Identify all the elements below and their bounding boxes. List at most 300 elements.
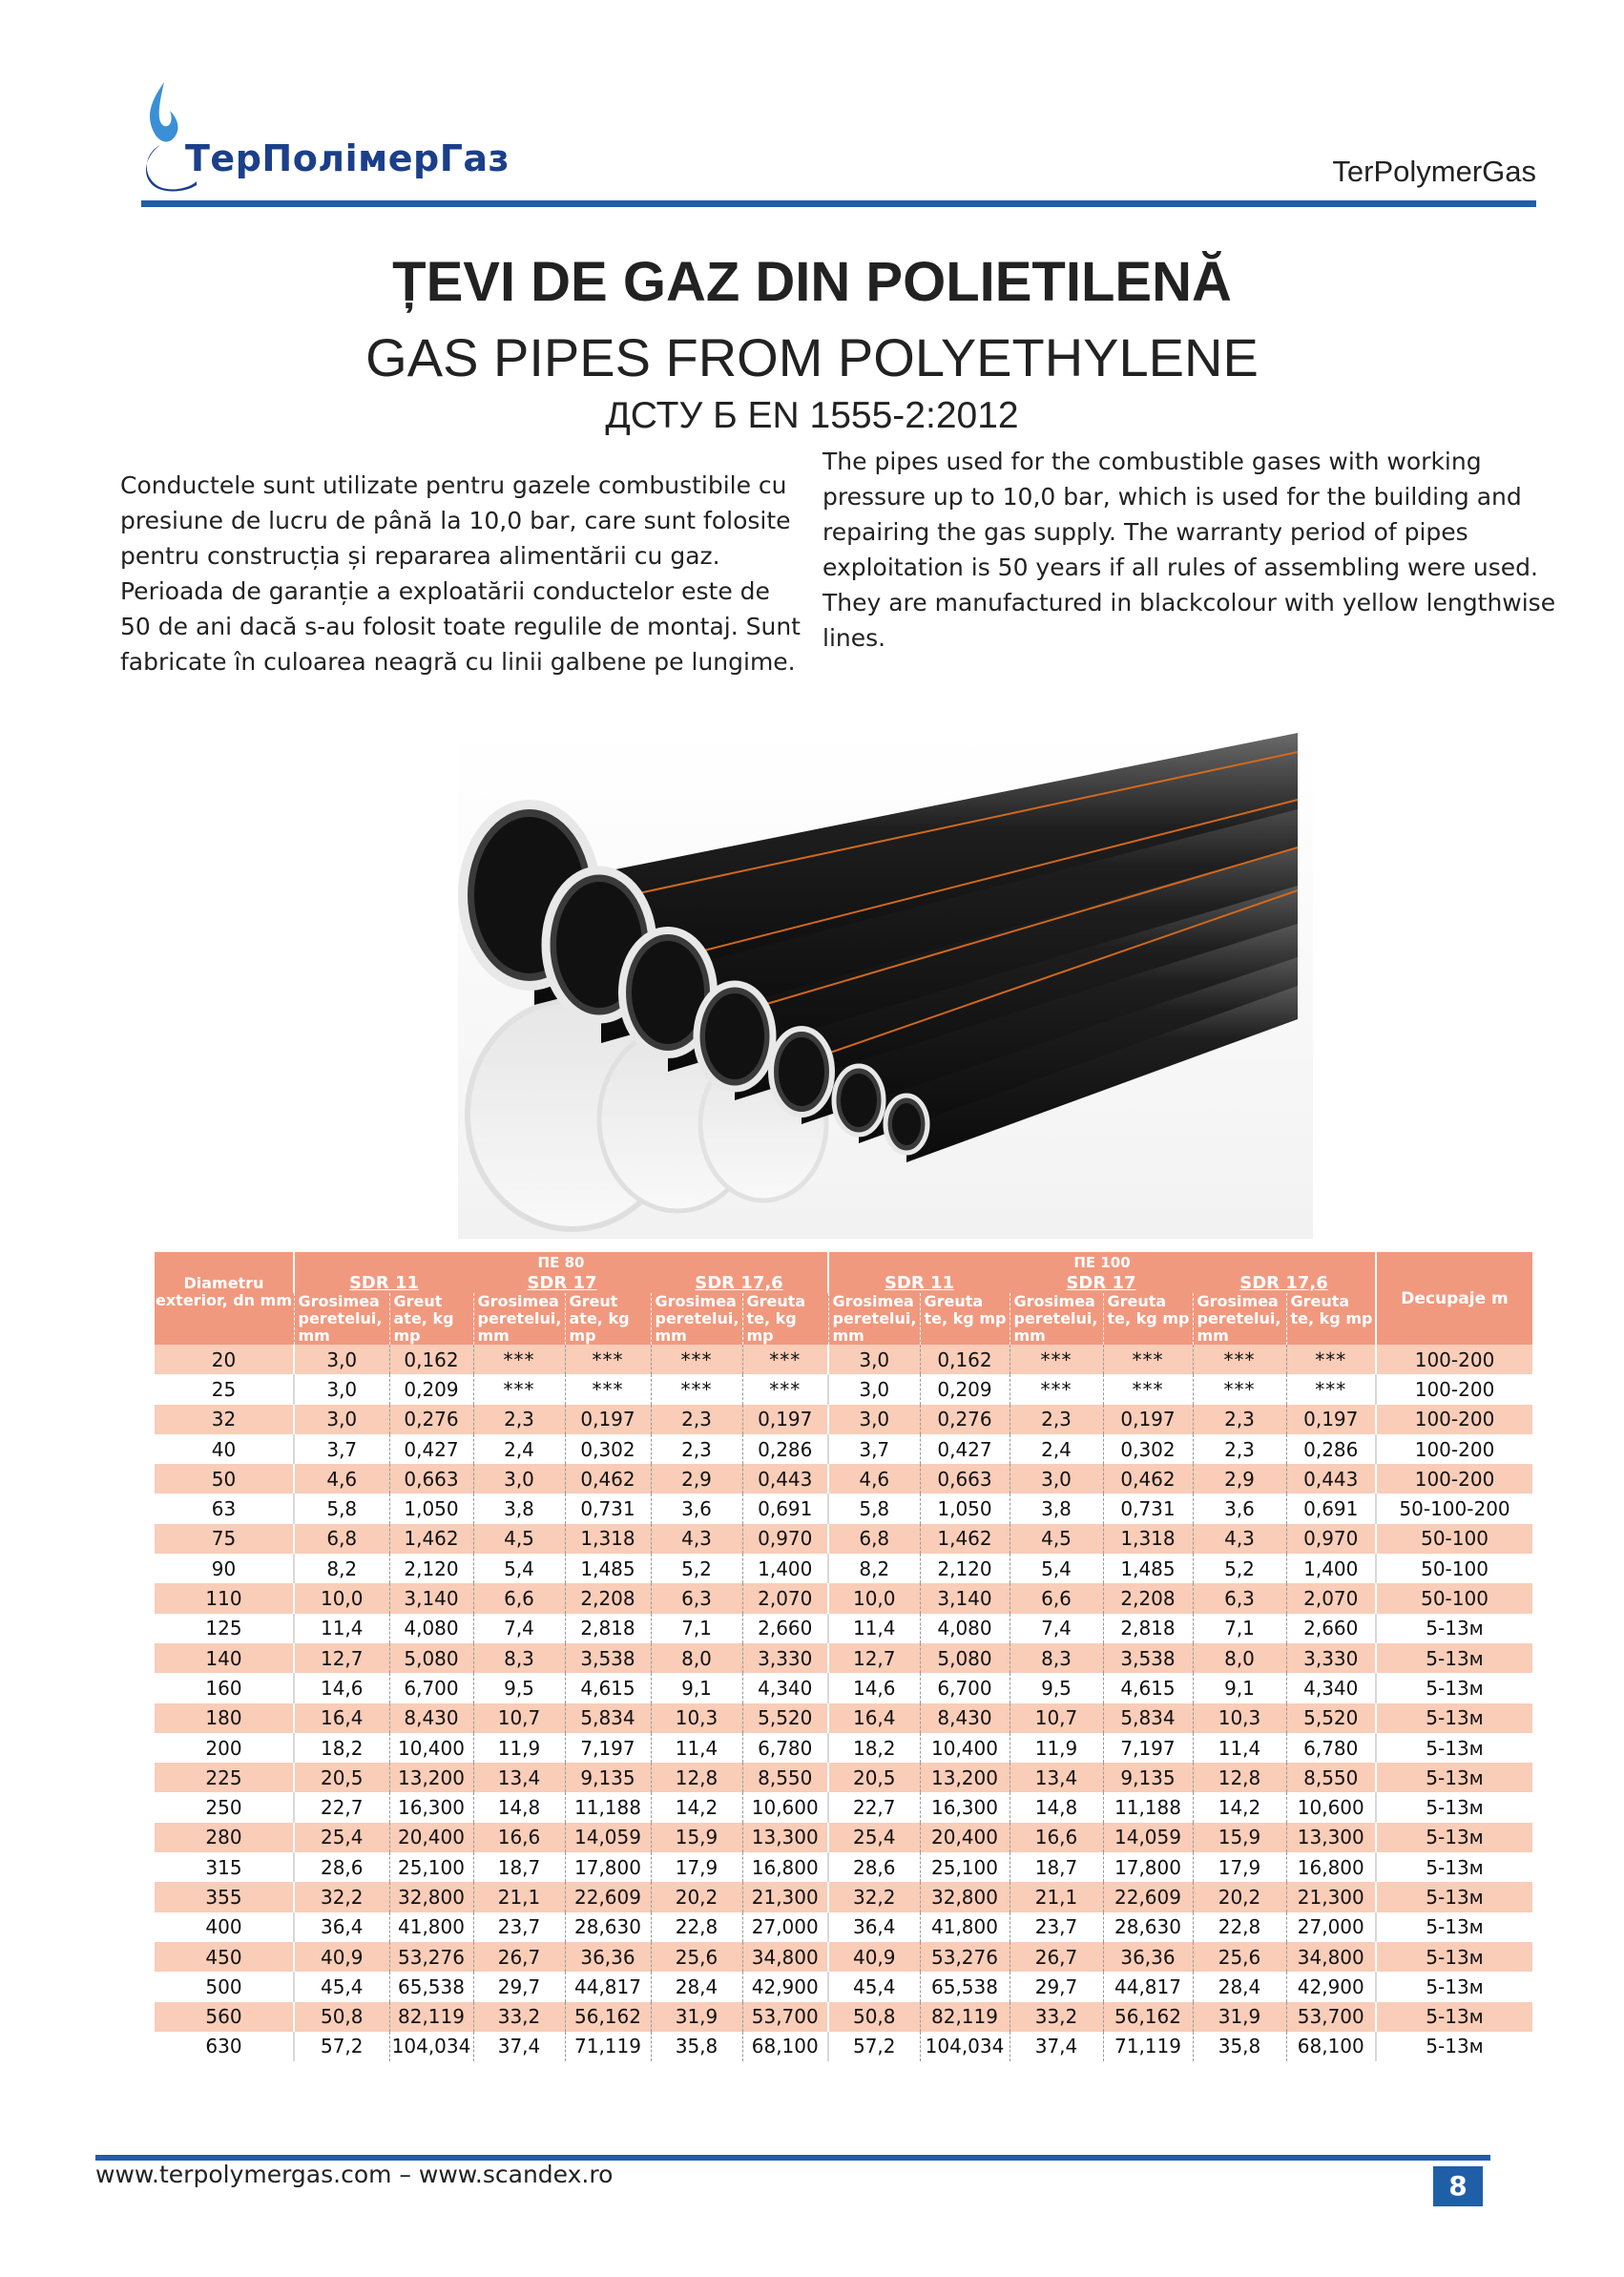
table-cell: 0,276 [920,1405,1010,1434]
table-cell: 44,817 [565,1972,651,2001]
table-cell: 1,318 [565,1524,651,1554]
table-cell: 2,818 [1103,1614,1193,1643]
table-cell: 37,4 [1010,2032,1103,2061]
table-cell: 0,162 [920,1345,1010,1374]
table-cell: 16,300 [920,1792,1010,1822]
table-cell: 2,9 [651,1464,742,1494]
table-cell: 40,9 [294,1942,389,1972]
table-cell: 0,276 [389,1405,473,1434]
table-cell: 71,119 [1103,2032,1193,2061]
table-cell: 22,7 [294,1792,389,1822]
table-cell: 8,430 [389,1703,473,1733]
table-cell: 28,4 [651,1972,742,2001]
table-cell: 3,330 [1286,1643,1376,1673]
diameter-header: Diametru exterior, dn mm [155,1252,294,1345]
table-cell: 1,485 [1103,1554,1193,1583]
description-romanian: Conductele sunt utilizate pentru gazele combustibile cu presiune de lucru de până la 10,0 bar, care sunt folosite pentru construcția și repararea alimentării cu gaz. Perioada de garanție a exploatării conductelor este de 50 de ani dacă s-au folosit toate regulile de montaj. Sunt fabricate în culoarea neagră cu linii galbene pe lungime. [120,471,801,676]
table-cell: 13,4 [473,1763,565,1792]
table-cell: 14,8 [1010,1792,1103,1822]
table-cell: 36,4 [294,1912,389,1942]
table-cell: 42,900 [1286,1972,1376,2001]
table-cell: 25,100 [920,1852,1010,1882]
table-row [155,1554,1532,1583]
sub-header: Grosimea peretelui, mm [294,1293,389,1345]
table-cell: 6,3 [1193,1583,1286,1613]
cutting-length-cell: 50-100 [1376,1524,1532,1554]
table-group-header-row [155,1252,1532,1273]
table-cell: 5,4 [473,1554,565,1583]
diameter-cell: 630 [155,2032,294,2061]
table-row [155,1912,1532,1942]
table-cell: 27,000 [1286,1912,1376,1942]
cutting-length-cell: 5-13м [1376,1763,1532,1792]
standard-code: ДСТУ Б EN 1555-2:2012 [605,395,1019,436]
diameter-cell: 250 [155,1792,294,1822]
cutting-length-cell: 100-200 [1376,1345,1532,1374]
table-cell: 0,731 [565,1494,651,1523]
table-cell: 6,780 [742,1733,828,1763]
table-cell: 8,550 [1286,1763,1376,1792]
table-cell: 32,800 [920,1882,1010,1911]
table-cell: 1,318 [1103,1524,1193,1554]
table-cell: 25,4 [828,1823,920,1852]
table-cell: 0,427 [920,1434,1010,1464]
table-cell: *** [565,1345,651,1374]
table-cell: *** [1286,1345,1376,1374]
table-cell: 32,2 [294,1882,389,1911]
table-cell: 10,3 [1193,1703,1286,1733]
diameter-cell: 63 [155,1494,294,1523]
table-cell: 53,276 [920,1942,1010,1972]
table-cell: 3,538 [1103,1643,1193,1673]
table-row [155,1792,1532,1822]
table-cell: 8,3 [473,1643,565,1673]
table-cell: 18,2 [294,1733,389,1763]
sdr-header: SDR 11 [294,1273,473,1293]
table-cell: 2,3 [651,1405,742,1434]
table-cell: 17,800 [1103,1852,1193,1882]
table-cell: 33,2 [1010,2002,1103,2032]
table-cell: 16,800 [742,1852,828,1882]
cutting-length-cell: 100-200 [1376,1464,1532,1494]
table-cell: 10,400 [920,1733,1010,1763]
cutting-length-cell: 5-13м [1376,1733,1532,1763]
table-cell: 5,834 [1103,1703,1193,1733]
table-cell: 32,800 [389,1882,473,1911]
table-row [155,1464,1532,1494]
table-cell: 2,4 [1010,1434,1103,1464]
table-cell: 5,080 [389,1643,473,1673]
table-cell: 11,188 [565,1792,651,1822]
table-cell: 4,5 [1010,1524,1103,1554]
table-row [155,1942,1532,1972]
table-cell: 41,800 [920,1912,1010,1942]
table-cell: 13,200 [389,1763,473,1792]
table-cell: 6,8 [828,1524,920,1554]
table-row [155,1524,1532,1554]
table-cell: 57,2 [294,2032,389,2061]
table-cell: 37,4 [473,2032,565,2061]
table-cell: 2,3 [1193,1434,1286,1464]
diameter-cell: 25 [155,1374,294,1404]
diameter-cell: 200 [155,1733,294,1763]
table-row [155,1733,1532,1763]
table-cell: 0,462 [1103,1464,1193,1494]
page-number: 8 [1433,2166,1483,2206]
table-cell: 3,538 [565,1643,651,1673]
table-cell: 18,7 [1010,1852,1103,1882]
table-cell: 29,7 [1010,1972,1103,2001]
table-cell: 25,6 [1193,1942,1286,1972]
table-cell: 8,2 [828,1554,920,1583]
table-cell: 21,1 [473,1882,565,1911]
table-cell: 0,302 [1103,1434,1193,1464]
table-cell: 28,630 [1103,1912,1193,1942]
brand-name: TerPolymerGas [1332,155,1536,188]
table-cell: 7,1 [651,1614,742,1643]
table-cell: 0,427 [389,1434,473,1464]
table-cell: 4,340 [742,1673,828,1703]
cutting-length-cell: 50-100 [1376,1583,1532,1613]
table-cell: 2,4 [473,1434,565,1464]
table-cell: 0,970 [742,1524,828,1554]
table-cell: 34,800 [1286,1942,1376,1972]
table-cell: 0,197 [1103,1405,1193,1434]
table-cell: 2,818 [565,1614,651,1643]
sub-header: Greuta te, kg mp [920,1293,1010,1345]
table-cell: *** [742,1345,828,1374]
table-cell: 10,600 [742,1792,828,1822]
table-cell: 8,0 [651,1643,742,1673]
table-cell: 36,36 [1103,1942,1193,1972]
table-row [155,1434,1532,1464]
table-cell: 4,6 [828,1464,920,1494]
table-row [155,1583,1532,1613]
diameter-cell: 560 [155,2002,294,2032]
table-cell: 5,520 [742,1703,828,1733]
table-cell: 4,080 [920,1614,1010,1643]
table-row [155,1972,1532,2001]
table-cell: 10,600 [1286,1792,1376,1822]
table-cell: 2,070 [1286,1583,1376,1613]
cutting-length-cell: 5-13м [1376,1643,1532,1673]
table-cell: 9,1 [651,1673,742,1703]
table-cell: *** [651,1345,742,1374]
table-cell: 13,300 [1286,1823,1376,1852]
sub-header: Grosimea peretelui, mm [1193,1293,1286,1345]
table-sdr-header-row [155,1273,1532,1293]
table-row [155,1673,1532,1703]
table-cell: 0,286 [742,1434,828,1464]
table-cell: 20,400 [389,1823,473,1852]
table-cell: 28,4 [1193,1972,1286,2001]
table-cell: 0,197 [565,1405,651,1434]
table-cell: 53,700 [742,2002,828,2032]
table-cell: 1,462 [389,1524,473,1554]
cutting-length-cell: 5-13м [1376,1673,1532,1703]
table-cell: 82,119 [389,2002,473,2032]
table-cell: 35,8 [1193,2032,1286,2061]
table-cell: 14,059 [1103,1823,1193,1852]
table-cell: 2,208 [1103,1583,1193,1613]
table-cell: 22,8 [1193,1912,1286,1942]
table-cell: 23,7 [1010,1912,1103,1942]
table-cell: 3,7 [828,1434,920,1464]
table-cell: 11,188 [1103,1792,1193,1822]
table-cell: 3,0 [294,1374,389,1404]
table-cell: 3,0 [294,1405,389,1434]
table-cell: 2,120 [920,1554,1010,1583]
diameter-cell: 355 [155,1882,294,1911]
table-cell: 10,0 [828,1583,920,1613]
table-cell: 6,700 [920,1673,1010,1703]
table-cell: 11,4 [651,1733,742,1763]
table-sub-header-row [155,1293,1532,1345]
description-english: The pipes used for the combustible gases with working pressure up to 10,0 bar, which is used for the building and repairing the gas supply. The warranty period of pipes exploitation is 50 years if all rules of assembling were used. They are manufactured in blackcolour with yellow lengthwise lines. [822,448,1556,652]
table-cell: 68,100 [1286,2032,1376,2061]
table-row [155,1494,1532,1523]
cutting-length-cell: 5-13м [1376,2032,1532,2061]
table-cell: 23,7 [473,1912,565,1942]
table-cell: 9,5 [473,1673,565,1703]
table-cell: 42,900 [742,1972,828,2001]
table-row [155,1374,1532,1404]
table-cell: 56,162 [1103,2002,1193,2032]
table-cell: 3,7 [294,1434,389,1464]
diameter-cell: 315 [155,1852,294,1882]
diameter-cell: 400 [155,1912,294,1942]
table-cell: *** [1193,1345,1286,1374]
table-cell: 8,0 [1193,1643,1286,1673]
table-cell: 14,8 [473,1792,565,1822]
table-cell: 8,3 [1010,1643,1103,1673]
cutting-length-cell: 5-13м [1376,1852,1532,1882]
group-header-pe80: ПЕ 80 [294,1252,828,1273]
cutting-length-cell: 5-13м [1376,1614,1532,1643]
table-cell: 0,197 [742,1405,828,1434]
table-cell: *** [1193,1374,1286,1404]
table-cell: 4,5 [473,1524,565,1554]
table-cell: 0,663 [920,1464,1010,1494]
cutting-length-cell: 5-13м [1376,1823,1532,1852]
sdr-header: SDR 17,6 [651,1273,828,1293]
sdr-header: SDR 17 [473,1273,651,1293]
table-cell: 5,080 [920,1643,1010,1673]
company-logo [141,78,552,193]
table-cell: 3,140 [920,1583,1010,1613]
table-cell: 12,7 [294,1643,389,1673]
table-cell: 14,2 [1193,1792,1286,1822]
table-cell: 0,691 [742,1494,828,1523]
table-cell: 26,7 [473,1942,565,1972]
logo-wordmark: ТерПолімерГаз [185,137,510,179]
table-cell: 20,2 [1193,1882,1286,1911]
table-cell: 18,2 [828,1733,920,1763]
table-cell: 2,3 [473,1405,565,1434]
table-cell: 2,070 [742,1583,828,1613]
diameter-cell: 180 [155,1703,294,1733]
table-cell: 28,630 [565,1912,651,1942]
table-cell: 1,050 [389,1494,473,1523]
table-row [155,1703,1532,1733]
table-cell: 21,300 [1286,1882,1376,1911]
table-row [155,2032,1532,2061]
diameter-cell: 225 [155,1763,294,1792]
table-row [155,1643,1532,1673]
table-cell: 7,197 [565,1733,651,1763]
sub-header: Greuta te, kg mp [1103,1293,1193,1345]
table-cell: 6,8 [294,1524,389,1554]
table-cell: 50,8 [294,2002,389,2032]
table-cell: *** [1010,1374,1103,1404]
table-cell: 3,330 [742,1643,828,1673]
table-cell: 0,197 [1286,1405,1376,1434]
table-cell: 5,8 [294,1494,389,1523]
sub-header: Greuta te, kg mp [742,1293,828,1345]
table-cell: 2,208 [565,1583,651,1613]
table-cell: 9,135 [565,1763,651,1792]
table-cell: 3,0 [294,1345,389,1374]
table-cell: 1,400 [742,1554,828,1583]
table-cell: 0,162 [389,1345,473,1374]
table-cell: 16,4 [828,1703,920,1733]
table-cell: 28,6 [828,1852,920,1882]
table-cell: 16,4 [294,1703,389,1733]
table-cell: 68,100 [742,2032,828,2061]
table-cell: 44,817 [1103,1972,1193,2001]
pipe-spec-table [155,1252,1532,2061]
cutting-length-cell: 5-13м [1376,1792,1532,1822]
table-cell: 5,8 [828,1494,920,1523]
table-cell: 7,197 [1103,1733,1193,1763]
table-cell: 20,5 [828,1763,920,1792]
cutting-length-cell: 5-13м [1376,1703,1532,1733]
sub-header: Greut ate, kg mp [565,1293,651,1345]
table-cell: 21,300 [742,1882,828,1911]
table-cell: 2,3 [1010,1405,1103,1434]
table-cell: 12,7 [828,1643,920,1673]
pipes-photo [458,733,1313,1239]
table-cell: 3,0 [828,1405,920,1434]
table-cell: 65,538 [920,1972,1010,2001]
table-cell: 82,119 [920,2002,1010,2032]
table-cell: 22,609 [1103,1882,1193,1911]
table-cell: 65,538 [389,1972,473,2001]
table-cell: 4,6 [294,1464,389,1494]
table-cell: 3,8 [473,1494,565,1523]
table-body [155,1345,1532,2061]
table-cell: 0,209 [920,1374,1010,1404]
table-cell: 22,609 [565,1882,651,1911]
table-cell: 16,6 [1010,1823,1103,1852]
diameter-cell: 90 [155,1554,294,1583]
table-cell: 18,7 [473,1852,565,1882]
table-cell: 0,286 [1286,1434,1376,1464]
sdr-header: SDR 17,6 [1193,1273,1376,1293]
table-cell: 17,800 [565,1852,651,1882]
table-cell: 5,2 [651,1554,742,1583]
table-cell: 1,050 [920,1494,1010,1523]
table-cell: 53,276 [389,1942,473,1972]
diameter-cell: 20 [155,1345,294,1374]
table-cell: *** [1010,1345,1103,1374]
table-cell: 4,3 [1193,1524,1286,1554]
table-cell: 1,400 [1286,1554,1376,1583]
table-cell: 2,660 [1286,1614,1376,1643]
cutting-length-cell: 50-100-200 [1376,1494,1532,1523]
table-cell: 14,2 [651,1792,742,1822]
diameter-cell: 500 [155,1972,294,2001]
table-cell: 71,119 [565,2032,651,2061]
table-cell: 6,700 [389,1673,473,1703]
table-row [155,2002,1532,2032]
table-cell: 21,1 [1010,1882,1103,1911]
table-cell: 3,0 [828,1374,920,1404]
cutting-length-cell: 5-13м [1376,1972,1532,2001]
sub-header: Greut ate, kg mp [389,1293,473,1345]
diameter-cell: 40 [155,1434,294,1464]
table-cell: 27,000 [742,1912,828,1942]
group-header-pe100: ПЕ 100 [828,1252,1376,1273]
table-cell: 9,5 [1010,1673,1103,1703]
table-cell: 50,8 [828,2002,920,2032]
table-cell: 3,0 [473,1464,565,1494]
table-cell: *** [742,1374,828,1404]
table-cell: 14,6 [294,1673,389,1703]
table-cell: 17,9 [651,1852,742,1882]
table-cell: 0,970 [1286,1524,1376,1554]
table-cell: 28,6 [294,1852,389,1882]
table-cell: 0,691 [1286,1494,1376,1523]
table-cell: 15,9 [1193,1823,1286,1852]
table-cell: *** [1286,1374,1376,1404]
table-cell: 16,300 [389,1792,473,1822]
table-cell: 31,9 [651,2002,742,2032]
table-cell: 3,140 [389,1583,473,1613]
table-row [155,1823,1532,1852]
table-cell: 34,800 [742,1942,828,1972]
table-cell: 9,1 [1193,1673,1286,1703]
cutting-length-cell: 100-200 [1376,1434,1532,1464]
table-cell: 10,0 [294,1583,389,1613]
table-cell: 41,800 [389,1912,473,1942]
table-cell: 16,6 [473,1823,565,1852]
table-cell: 104,034 [389,2032,473,2061]
sub-header: Grosimea peretelui, mm [473,1293,565,1345]
cutting-header: Decupaje m [1376,1252,1532,1345]
table-cell: 15,9 [651,1823,742,1852]
table-cell: 0,462 [565,1464,651,1494]
table-cell: 26,7 [1010,1942,1103,1972]
table-cell: 22,8 [651,1912,742,1942]
table-cell: 45,4 [294,1972,389,2001]
table-cell: 20,5 [294,1763,389,1792]
table-cell: 0,443 [1286,1464,1376,1494]
table-cell: 36,36 [565,1942,651,1972]
table-cell: 6,3 [651,1583,742,1613]
table-cell: 10,400 [389,1733,473,1763]
table-cell: 33,2 [473,2002,565,2032]
table-cell: 4,080 [389,1614,473,1643]
table-cell: 53,700 [1286,2002,1376,2032]
table-row [155,1882,1532,1911]
pipes-illustration [458,733,1313,1239]
table-cell: 25,4 [294,1823,389,1852]
table-cell: 4,615 [1103,1673,1193,1703]
table-cell: 1,485 [565,1554,651,1583]
table-cell: 11,4 [828,1614,920,1643]
diameter-cell: 50 [155,1464,294,1494]
